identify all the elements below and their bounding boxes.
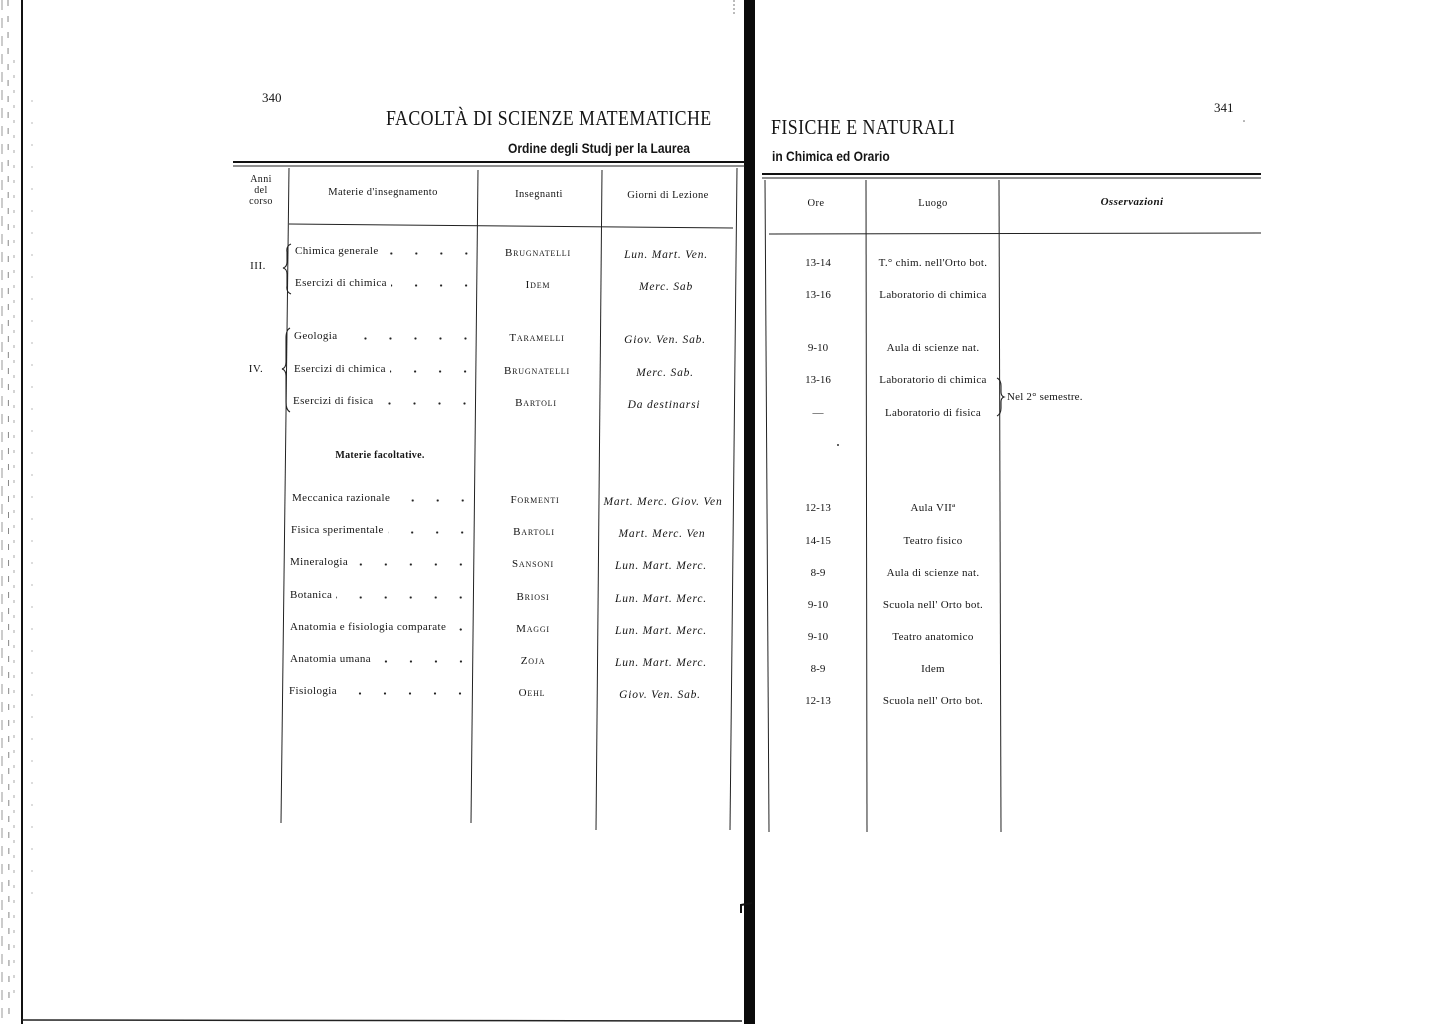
lesson-place: Scuola nell' Orto bot. [882,695,984,707]
subject-name: Anatomia e fisiologia comparate [290,621,447,633]
dot-leader [342,337,469,340]
page-title-left: FACOLTÀ DI SCIENZE MATEMATICHE [386,106,712,130]
lesson-hours: 13-16 [805,374,831,386]
years-header-line: del [254,185,268,196]
years-header-line: corso [249,196,273,207]
lesson-hours: 9-10 [807,631,829,643]
subject-name: Fisica sperimentale [291,524,384,536]
lesson-place: Laboratorio di fisica [884,407,982,419]
lesson-days: Giov. Ven. Sab. [619,689,701,701]
lesson-days: Mart. Merc. Giov. Ven [603,496,723,508]
lesson-place: Laboratorio di chimica [879,289,987,301]
lesson-place: Aula di scienze nat. [886,342,980,354]
teacher-name: Brugnatelli [504,365,570,377]
table-row [0,598,1300,614]
lesson-place: Scuola nell' Orto bot. [882,599,984,611]
ink-speck [837,444,839,446]
lesson-hours: 13-16 [805,289,831,301]
lesson-days: Lun. Mart. Merc. [615,593,707,605]
table-row [0,341,1300,357]
lesson-days: Lun. Mart. Merc. [615,657,707,669]
lesson-hours: 9-10 [807,342,829,354]
optional-subjects-label: Materie facoltative. [335,450,425,461]
lesson-hours: — [812,407,824,419]
table-row [0,501,1300,517]
subject-name: Esercizi di chimica [295,277,387,289]
years-header-line: Anni [250,174,272,185]
teacher-name: Sansoni [512,558,554,570]
teacher-name: Oehl [518,687,546,699]
lesson-hours: 9-10 [807,599,829,611]
hours-header: Ore [807,198,825,209]
subjects-header: Materie d'insegnamento [328,187,438,198]
teacher-name: Formenti [510,494,560,506]
lesson-days: Giov. Ven. Sab. [624,334,706,346]
dot-leader [378,402,469,405]
subject-name: Esercizi di chimica [294,363,386,375]
year-label-IV: IV. [248,363,264,375]
dot-leader [383,252,470,255]
table-row [0,534,1300,550]
lesson-days: Lun. Mart. Ven. [624,249,708,261]
teacher-name: Zoja [520,655,546,667]
page-number-left: 340 [262,90,282,105]
lesson-days: Lun. Mart. Merc. [615,560,707,572]
lesson-hours: 14-15 [805,535,831,547]
lesson-place: Teatro anatomico [892,631,974,643]
teacher-name: Idem [525,279,551,291]
teacher-name: Brugnatelli [505,247,571,259]
lesson-place: Aula VIIª [910,502,956,514]
years-header [236,174,286,207]
place-header: Luogo [918,198,948,209]
table-row [0,256,1300,272]
ink-speck [1243,120,1245,122]
year-label-III: III. [250,260,266,272]
subject-name: Esercizi di fisica [293,395,374,407]
subject-name: Botanica [290,589,333,601]
teacher-name: Briosi [516,591,550,603]
subject-name: Meccanica razionale [292,492,391,504]
page-subtitle-left: Ordine degli Studj per la Laurea [508,140,690,156]
header-bottom-rule [769,233,1261,234]
lesson-days: Da destinarsi [627,399,701,411]
subject-name: Mineralogia [290,556,349,568]
lesson-place: Laboratorio di chimica [879,374,987,386]
teacher-name: Bartoli [515,397,557,409]
header-bottom-rule [289,224,733,228]
table-row [0,662,1300,678]
table-row [0,373,1300,389]
subject-name: Geologia [294,330,338,342]
lesson-place: T.° chim. nell'Orto bot. [878,257,988,269]
table-row [0,288,1300,304]
lesson-place: Aula di scienze nat. [886,567,980,579]
subject-name: Anatomia umana [290,653,372,665]
dot-leader [391,284,470,287]
table-row [0,406,1300,422]
table-row [0,630,1300,646]
subject-name: Fisiologia [289,685,338,697]
teacher-name: Maggi [516,623,550,635]
page-number-right: 341 [1214,100,1234,115]
lesson-hours: 12-13 [805,695,831,707]
lesson-hours: 12-13 [805,502,831,514]
lesson-days: Mart. Merc. Ven [618,528,706,540]
lesson-place: Teatro fisico [903,535,963,547]
teacher-name: Taramelli [509,332,565,344]
right-table-rules [762,120,1261,832]
days-header: Giorni di Lezione [627,190,709,201]
page-subtitle-right: in Chimica ed Orario [772,148,890,164]
lesson-hours: 8-9 [810,663,826,675]
notes-header: Osservazioni [1100,196,1164,208]
teachers-header: Insegnanti [515,189,563,200]
lesson-hours: 13-14 [805,257,831,269]
bottom-edge-line [22,1020,742,1021]
subject-name: Chimica generale [295,245,379,257]
table-row [0,566,1300,582]
page-title-right: FISICHE E NATURALI [771,115,956,139]
lesson-place: Idem [921,663,945,675]
lesson-days: Merc. Sab. [636,367,694,379]
lesson-days: Merc. Sab [638,281,694,293]
teacher-name: Bartoli [513,526,555,538]
table-row [0,694,1300,710]
lesson-days: Lun. Mart. Merc. [615,625,707,637]
lesson-hours: 8-9 [810,567,826,579]
semester-note: Nel 2° semestre. [1007,391,1083,403]
